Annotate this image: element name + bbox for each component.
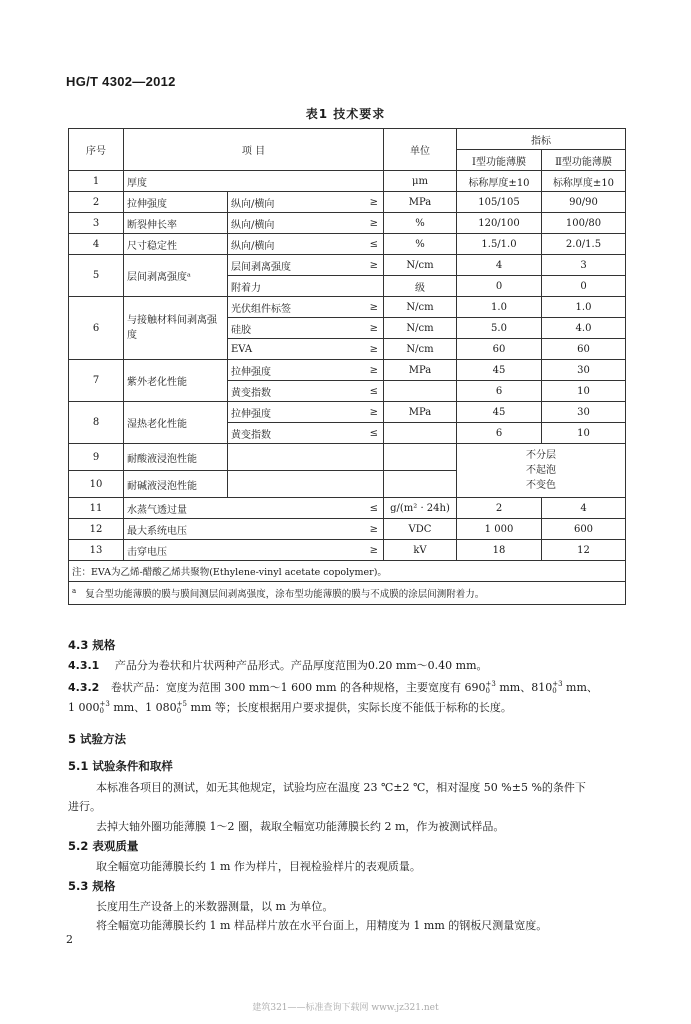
row-item: 击穿电压 [124,540,360,561]
row-subitem: 拉伸强度 [228,402,360,423]
row-value-type2: 60 [542,339,626,360]
header-unit: 单位 [384,129,457,171]
row-symbol: ≥ [360,540,384,561]
table-row [69,213,626,234]
tolerance-upper: +3 [99,700,110,708]
table-row [69,255,626,276]
table-note: 注：EVA为乙烯-醋酸乙烯共聚物(Ethylene-vinyl acetate copolymer)。 [69,561,626,582]
row-value-type1: 1 000 [457,519,542,540]
section-5-1-title: 5.1 试验条件和取样 [68,759,173,773]
row-item: 紫外老化性能 [124,360,228,402]
row-subitem: 光伏组件标签 [228,297,360,318]
document-code: HG/T 4302—2012 [66,74,176,89]
para-text: 卷状产品：宽度为范围 300 mm～1 600 mm 的各种规格，主要宽度有 690 [110,681,486,694]
footer-watermark: 建筑321——标准查询下载网 www.jz321.net [252,1003,439,1013]
row-no: 11 [69,498,124,519]
table-row [69,540,626,561]
row-no: 13 [69,540,124,561]
tolerance-lower: 0 [176,707,182,715]
technical-requirements-table [68,128,626,605]
row-symbol: ≥ [360,402,384,423]
row-symbol: ≥ [360,339,384,360]
row-subitem: 黄变指数 [228,423,360,444]
table-row [69,360,626,381]
row-symbol: ≤ [360,234,384,255]
section-5-title: 5 试验方法 [68,732,127,746]
para-number: 4.3.2 [68,681,100,694]
table-row [69,498,626,519]
row-subitem: 附着力 [228,276,360,297]
row-value-type1: 2 [457,498,542,519]
row-symbol: ≥ [360,519,384,540]
row-subitem: 纵向/横向 [228,234,360,255]
row-value-type1: 6 [457,381,542,402]
row-subitem: 黄变指数 [228,381,360,402]
row-item: 与接触材料间剥离强度 [124,297,228,360]
row-value-type2: 30 [542,402,626,423]
row-no: 9 [69,444,124,471]
row-value-type2: 12 [542,540,626,561]
row-value-type1: 60 [457,339,542,360]
para-text: 本标准各项目的测试，如无其他规定，试验均应在温度 23 ℃±2 ℃，相对湿度 50 %±5 %的条件下 [96,781,586,794]
row-value-type2: 4.0 [542,318,626,339]
header-type1: Ⅰ型功能薄膜 [457,150,542,171]
row-item: 尺寸稳定性 [124,234,228,255]
row-value-type1: 1.5/1.0 [457,234,542,255]
row-value-type2: 标称厚度±10 [542,171,626,192]
row-symbol: ≤ [360,498,384,519]
para-text: mm、1 080 [109,701,177,714]
row-unit: MPa [384,192,457,213]
section-5-3-title: 5.3 规格 [68,879,116,893]
row-no: 8 [69,402,124,444]
row-subitem: 拉伸强度 [228,360,360,381]
row-item: 最大系统电压 [124,519,360,540]
row-value-type1: 4 [457,255,542,276]
header-item: 项 目 [124,129,384,171]
para-text: mm 等；长度根据用户要求提供，实际长度不能低于标称的长度。 [187,701,512,714]
row-unit: % [384,234,457,255]
row-unit: N/cm [384,339,457,360]
table-note-row [69,561,626,582]
table-row [69,444,626,471]
row-value-type2: 3 [542,255,626,276]
table-caption: 表1 技术要求 [305,107,386,121]
para-5-1-1 [68,778,626,798]
table-row [69,171,626,192]
row-value-type1: 105/105 [457,192,542,213]
row-symbol: ≥ [360,360,384,381]
para-4-3-2 [68,678,626,718]
row-unit: N/cm [384,297,457,318]
row-unit: VDC [384,519,457,540]
row-unit: % [384,213,457,234]
row-item: 水蒸气透过量 [124,498,360,519]
table-row [69,234,626,255]
header-no: 序号 [69,129,124,171]
row-value-type2: 2.0/1.5 [542,234,626,255]
row-unit: μm [384,171,457,192]
row-symbol: ≥ [360,318,384,339]
row-no: 6 [69,297,124,360]
footnote-text: 复合型功能薄膜的膜与膜间测层间剥离强度，涂布型功能薄膜的膜与不成膜的涂层间测附着力。 [85,589,485,600]
row-subitem: EVA [228,339,360,360]
tolerance-upper: +3 [485,680,496,688]
row-value-type2: 600 [542,519,626,540]
row-unit: MPa [384,360,457,381]
row-value-type1: 120/100 [457,213,542,234]
row-value-type2: 0 [542,276,626,297]
row-subitem: 层间剥离强度 [228,255,360,276]
row-item: 拉伸强度 [124,192,228,213]
para-5-1-1-cont: 进行。 [68,800,101,813]
row-symbol: ≥ [360,213,384,234]
header-index: 指标 [457,129,626,150]
row-unit: N/cm [384,318,457,339]
para-5-2: 取全幅宽功能薄膜长约 1 m 作为样片，目视检验样片的表观质量。 [96,860,421,873]
row-value-type2: 100/80 [542,213,626,234]
row-no: 10 [69,471,124,498]
row-value-type1: 1.0 [457,297,542,318]
row-subitem: 纵向/横向 [228,192,360,213]
para-5-3-1: 长度用生产设备上的米数器测量，以 m 为单位。 [96,900,334,913]
table-footnote-row [69,582,626,605]
result-line: 不变色 [526,480,556,491]
row-value-type1: 0 [457,276,542,297]
row-item: 厚度 [124,171,384,192]
row-unit: MPa [384,402,457,423]
section-4-3-title: 4.3 规格 [68,638,116,652]
row-symbol: ≤ [360,381,384,402]
page-number: 2 [66,933,73,946]
table-row [69,519,626,540]
header-type2: Ⅱ型功能薄膜 [542,150,626,171]
row-subitem: 硅胶 [228,318,360,339]
row-value-type1: 5.0 [457,318,542,339]
acid-alkali-result [457,444,626,498]
tolerance-upper: +5 [176,700,188,708]
row-value-type2: 10 [542,423,626,444]
tolerance-lower: 0 [485,687,490,695]
para-text: 1 000 [68,701,100,714]
row-no: 7 [69,360,124,402]
tolerance-lower: 0 [99,707,104,715]
row-no: 5 [69,255,124,297]
result-line: 不分层 [526,450,556,461]
row-value-type2: 30 [542,360,626,381]
row-value-type2: 10 [542,381,626,402]
table-header-row [69,129,626,150]
para-text: 产品分为卷状和片状两种产品形式。产品厚度范围为0.20 mm～0.40 mm。 [114,659,488,672]
row-item: 层间剥离强度ᵃ [124,255,228,297]
row-item: 断裂伸长率 [124,213,228,234]
tolerance-lower: 0 [552,687,557,695]
row-value-type2: 90/90 [542,192,626,213]
row-unit: kV [384,540,457,561]
para-5-3-2: 将全幅宽功能薄膜长约 1 m 样品样片放在水平台面上，用精度为 1 mm 的钢板尺测量宽度。 [96,919,548,932]
row-no: 2 [69,192,124,213]
table-footnote [69,582,626,605]
row-value-type2: 1.0 [542,297,626,318]
row-no: 3 [69,213,124,234]
footnote-mark: a [72,586,77,595]
row-subitem: 纵向/横向 [228,213,360,234]
row-value-type1: 标称厚度±10 [457,171,542,192]
row-no: 1 [69,171,124,192]
row-no: 12 [69,519,124,540]
row-no: 4 [69,234,124,255]
row-symbol: ≥ [360,192,384,213]
row-value-type1: 18 [457,540,542,561]
row-unit: 级 [384,276,457,297]
row-symbol: ≤ [360,423,384,444]
section-5-2-title: 5.2 表观质量 [68,839,139,853]
row-unit: g/(m² · 24h) [384,498,457,519]
row-item: 耐酸液浸泡性能 [124,444,228,471]
result-line: 不起泡 [526,465,556,476]
row-unit: N/cm [384,255,457,276]
tolerance-upper: +3 [552,680,563,688]
table-row [69,192,626,213]
table-row [69,402,626,423]
row-value-type2: 4 [542,498,626,519]
row-value-type1: 45 [457,402,542,423]
para-4-3-1 [68,657,626,673]
row-symbol: ≥ [360,255,384,276]
para-text: mm、810 [495,681,553,694]
row-symbol: ≥ [360,297,384,318]
para-5-1-2: 去掉大轴外圈功能薄膜 1～2 圈，裁取全幅宽功能薄膜长约 2 m，作为被测试样品。 [96,820,505,833]
para-text: mm、 [562,681,598,694]
row-item: 湿热老化性能 [124,402,228,444]
row-item: 耐碱液浸泡性能 [124,471,228,498]
para-number: 4.3.1 [68,659,100,672]
table-row [69,297,626,318]
row-value-type1: 6 [457,423,542,444]
row-value-type1: 45 [457,360,542,381]
